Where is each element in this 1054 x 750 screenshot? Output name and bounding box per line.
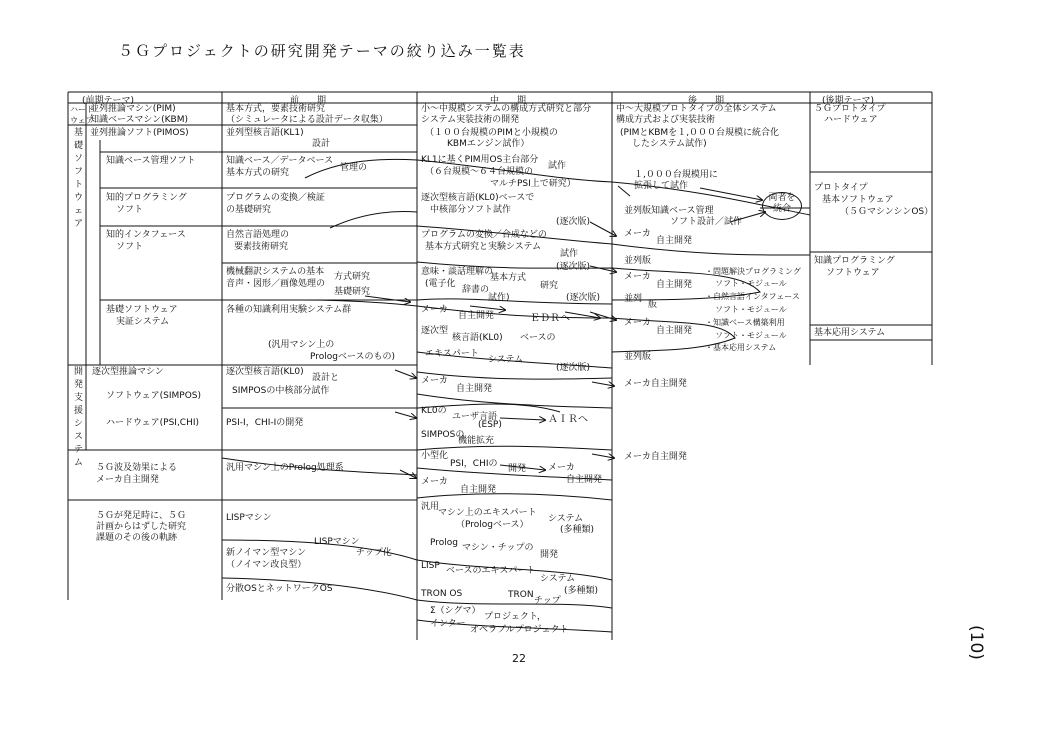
spread-label-2: メーカ自主開発: [96, 475, 159, 485]
early-prog-basic: の基礎研究: [226, 205, 272, 215]
late-sw-design: ソフト設計／試作: [670, 217, 743, 227]
mid-inter: インター: [430, 619, 466, 629]
early-basic-method: 基本方式，要素技術研究: [226, 104, 326, 114]
mid-user-lang: ユーザ言語: [452, 412, 498, 422]
theme-kp2: ソフトウェア: [826, 268, 880, 278]
late-maker3: メーカ: [624, 272, 651, 282]
mid-general-system: システム: [548, 514, 584, 524]
late-basic-apps: ・基本応用システム: [705, 343, 777, 352]
mid-seq-ver3: (逐次版): [566, 293, 601, 303]
mid-maker-b2: 自主開発: [460, 485, 497, 495]
hardware-label-2: ウェア: [70, 116, 94, 125]
late-merge-1: 両者を: [768, 193, 796, 203]
mid-seq-ver: (逐次版): [556, 217, 591, 227]
late-maker7: メーカ自主開発: [624, 379, 687, 389]
theme-proto-sw2: 基本ソフトウェア: [822, 195, 894, 205]
mid-multi-psi-b: マルチPSI上で研究）: [490, 179, 576, 189]
mid-kbm-engine: KBMエンジン試作）: [447, 139, 530, 149]
early-kb-basic: 基本方式の研究: [226, 168, 290, 178]
early-lisp-machine: LISPマシン: [226, 513, 272, 523]
late-nl-interface: ・自然言語インタフェース: [705, 292, 800, 301]
mid-simpos-ext: SIMPOSの: [421, 430, 465, 440]
mid-maker-dev2: 自主開発: [458, 311, 495, 321]
early-kb-db: 知識ベース／データベース: [226, 156, 334, 166]
header-early: 前 期: [290, 96, 327, 106]
early-mt: 機械翻訳システムの基本: [226, 267, 325, 277]
mid-prog-synth: プログラムの変換／合成などの: [421, 230, 547, 240]
mid-lisp-expert3: システム: [540, 574, 576, 584]
early-kb-mgmt-suffix: 管理の: [340, 163, 368, 173]
header-middle: 中 期: [490, 96, 527, 106]
late-nl-module: ソフト・モジュール: [715, 305, 787, 314]
mid-tron-os: TRON OS: [421, 589, 463, 599]
mid-prolog-chip2: マシン・チップの: [462, 543, 534, 553]
mid-general-expert: マシン上のエキスパート: [438, 508, 537, 518]
mid-general: 汎用: [421, 502, 440, 512]
early-neumann: 新ノイマン型マシン: [226, 548, 306, 558]
mid-tron-chip2: チップ: [534, 596, 561, 606]
early-kl1: 並列型核言語(KL1): [226, 128, 304, 138]
early-prolog-general: (汎用マシン上の: [268, 340, 335, 350]
mid-maker-a: メーカ: [548, 463, 575, 473]
early-nlp-basic: 要素技術研究: [234, 242, 289, 252]
late-kb-module: ソフト・モジュール: [715, 331, 787, 340]
mid-maker-dev4: 自主開発: [456, 384, 493, 394]
mid-multi: (多種類): [560, 525, 595, 535]
mid-research: 研究: [540, 281, 559, 291]
mid-dev: 開発: [508, 464, 527, 474]
late-merge-2: 統合: [772, 204, 791, 214]
mid-lisp-expert: LISP: [421, 561, 440, 571]
kbm-label: 知識ベースマシン(KBM): [90, 115, 189, 125]
theme-kp: 知識プログラミング: [814, 256, 895, 266]
mid-edr: ＥＤＲへ: [530, 313, 570, 324]
late-trial: したシステム試作): [632, 139, 707, 149]
late-maker5: メーカ: [624, 318, 651, 328]
late-parallel-ver3: 並列版: [624, 352, 652, 362]
mid-expert-system: エキスパート: [425, 349, 479, 359]
mid-kl0-expert2: 核言語(KL0): [452, 333, 503, 343]
late-maker4: 自主開発: [656, 280, 693, 290]
mid-core-sw: 中核部分ソフト試作: [430, 205, 512, 215]
header-early-theme: (前期テーマ): [82, 96, 135, 106]
page-number: 22: [512, 652, 526, 665]
mid-maker-dev3: メーカ: [421, 376, 448, 386]
early-kl0: 逐次型核言語(KL0): [226, 367, 304, 377]
mid-miniature: 小型化: [421, 451, 449, 461]
theme-proto-sw: プロトタイプ: [814, 183, 868, 193]
late-maker6: 自主開発: [656, 326, 693, 336]
mid-system-impl: システム実装技術の開発: [421, 115, 520, 125]
mid-multi2: (多種類): [564, 586, 599, 596]
mid-sigma: Σ（シグマ）: [430, 606, 481, 616]
late-expand: 拡張して試作: [634, 181, 689, 191]
early-neumann-sub: （ノイマン改良型）: [226, 560, 307, 570]
header-late-theme: (後期テーマ): [822, 96, 875, 106]
mid-kl0-user: KL0の: [421, 406, 447, 416]
basic-sw-system-label-2: 実証システム: [116, 317, 170, 327]
simpos-label: ソフトウェア(SIMPOS): [106, 391, 202, 401]
mid-psi-chi: PSI，CHIの: [450, 459, 498, 469]
header-late: 後 期: [688, 96, 725, 106]
mid-small-medium: 小～中規模システムの構成方式研究と部分: [421, 104, 592, 114]
late-parallel-ver4: 並列: [624, 294, 643, 304]
late-merge-oval: [762, 192, 802, 220]
mid-kl0-expert3: ベースの: [520, 333, 556, 343]
mid-kl0-expert: 逐次型: [421, 326, 449, 336]
late-problem-module: ソフト・モジュール: [715, 279, 787, 288]
knowledge-prog-label-1: 知的プログラミング: [106, 193, 187, 203]
dev-support-label: 開発支援システム: [73, 367, 83, 468]
mid-seq-ver4: (逐次版): [556, 363, 591, 373]
pimos-label: 並列推論ソフト(PIMOS): [90, 128, 189, 138]
late-parallel-kb: 並列版知識ベース管理: [624, 206, 714, 216]
mid-esp: (ESP): [478, 420, 502, 430]
hardware-label-1: ハード: [70, 105, 94, 114]
late-large: 中～大規模プロトタイプの全体システム: [616, 104, 777, 114]
mid-meaning-basic: 基本方式: [490, 273, 527, 283]
knowledge-interface-label-1: 知的インタフェース: [106, 230, 186, 240]
mid-multi-psi-a: （６台規模～６４台規模の: [425, 167, 534, 177]
basic-sw-system-label-1: 基礎ソフトウェア: [106, 305, 178, 315]
pim-label: 並列推論マシン(PIM): [90, 104, 176, 114]
theme-proto2: ハードウェア: [824, 115, 878, 125]
early-simulation: （シミュレータによる設計データ収集）: [226, 115, 388, 125]
late-pim-kbm: (PIMとKBMを１,０００台規模に統合化: [620, 128, 780, 138]
late-maker8: メーカ自主開発: [624, 452, 687, 462]
early-kl0-design: 設計と: [312, 373, 340, 383]
theme-proto: ５Ｇプロトタイプ: [814, 104, 886, 114]
knowledge-prog-label-2: ソフト: [116, 205, 144, 215]
theme-proto-sw3: （５ＧマシンシンOS）: [840, 207, 934, 217]
spread-label-1: ５Ｇ波及効果による: [96, 463, 178, 473]
early-prolog-based: Prologベースのもの): [310, 352, 396, 362]
early-chip: チップ化: [356, 548, 392, 558]
side-mark: (10): [966, 625, 986, 660]
other-label-3: 課題のその後の軌跡: [96, 533, 178, 543]
mid-basic-exp: 基本方式研究と実験システム: [425, 242, 542, 252]
theme-basic-apps: 基本応用システム: [814, 328, 886, 338]
mid-seq-ver2: (逐次版): [556, 262, 591, 272]
mid-inter2: オペラブルプロジェクト: [470, 625, 569, 635]
mid-dict-trial: 試作): [488, 293, 510, 303]
early-lisp-machine2: LISPマシン: [314, 537, 360, 547]
late-maker: メーカ: [624, 229, 651, 239]
mid-dict: (電子化: [425, 279, 456, 289]
early-apps: 各種の知識利用実験システム群: [226, 305, 352, 315]
late-kb-build: ・知識ベース構築利用: [705, 318, 785, 327]
other-label-1: ５Ｇが発足時に、５Ｇ: [96, 511, 187, 521]
early-distributed: 分散OSとネットワークOS: [226, 584, 333, 594]
mid-exp-trial: 試作: [560, 249, 579, 259]
mid-air: ＡＩＲへ: [548, 414, 588, 425]
mid-maker-a2: 自主開発: [566, 475, 603, 485]
mid-tron-chip: TRON: [508, 590, 534, 600]
mid-sigma2: プロジェクト，: [484, 612, 547, 622]
late-config: 構成方式および実装技術: [616, 115, 716, 125]
early-prolog-system: 汎用マシン上のProlog処理系: [226, 463, 344, 473]
mid-prolog-chip3: 開発: [540, 550, 559, 560]
early-simpos-proto: SIMPOSの中核部分試作: [232, 386, 330, 396]
early-nlp: 自然言語処理の: [226, 230, 290, 240]
mid-kl1-os: KL1に基くPIM用OS主台部分: [421, 155, 539, 165]
mid-expert-system2: システム: [488, 355, 524, 365]
early-prog-transform: プログラムの変換／検証: [226, 193, 325, 203]
kb-mgmt-label: 知識ベース管理ソフト: [106, 156, 196, 166]
late-problem-solving: ・問題解決プログラミング: [705, 267, 801, 276]
other-label-2: 計画からはずした研究: [96, 522, 187, 532]
knowledge-interface-label-2: ソフト: [116, 242, 144, 252]
basic-software-label: 基礎ソフトウェア: [73, 128, 83, 229]
mid-meaning: 意味・談話理解の: [421, 267, 494, 277]
mid-simpos-ext2: 機能拡充: [458, 436, 495, 446]
seq-machine-label: 逐次型推論マシン: [92, 367, 164, 377]
mid-maker-dev: メーカ: [421, 305, 448, 315]
mid-kl0-base: 逐次型核言語(KL0)ベースで: [421, 193, 535, 203]
mid-prolog-chip: Prolog: [430, 538, 458, 548]
psi-hw-label: ハードウェア(PSI,CHI): [106, 418, 200, 428]
early-voice-suffix: 基礎研究: [334, 287, 371, 297]
late-parallel-ver5: 版: [648, 300, 658, 310]
mid-dict2: 辞書の: [462, 285, 490, 295]
late-parallel-ver: 並列版: [624, 256, 652, 266]
early-psi-dev: PSI-Ⅰ，CHI-Ⅰの開発: [226, 418, 304, 428]
early-voice: 音声・図形／画像処理の: [226, 279, 326, 289]
mid-pim-100: （１００台規模のPIMと小規模の: [425, 128, 558, 138]
late-maker2: 自主開発: [656, 236, 693, 246]
early-mt-suffix: 方式研究: [334, 272, 371, 282]
early-kl1-design: 設計: [312, 139, 331, 149]
mid-lisp-expert2: ベースのエキスパート: [446, 566, 536, 576]
mid-maker-b: メーカ: [421, 477, 448, 487]
mid-trial: 試作: [548, 161, 567, 171]
late-thousand: １,０００台規模用に: [634, 170, 718, 180]
page-title: ５Ｇプロジェクトの研究開発テーマの絞り込み一覧表: [118, 42, 526, 60]
mid-prolog-base: （Prologベース）: [456, 520, 529, 530]
